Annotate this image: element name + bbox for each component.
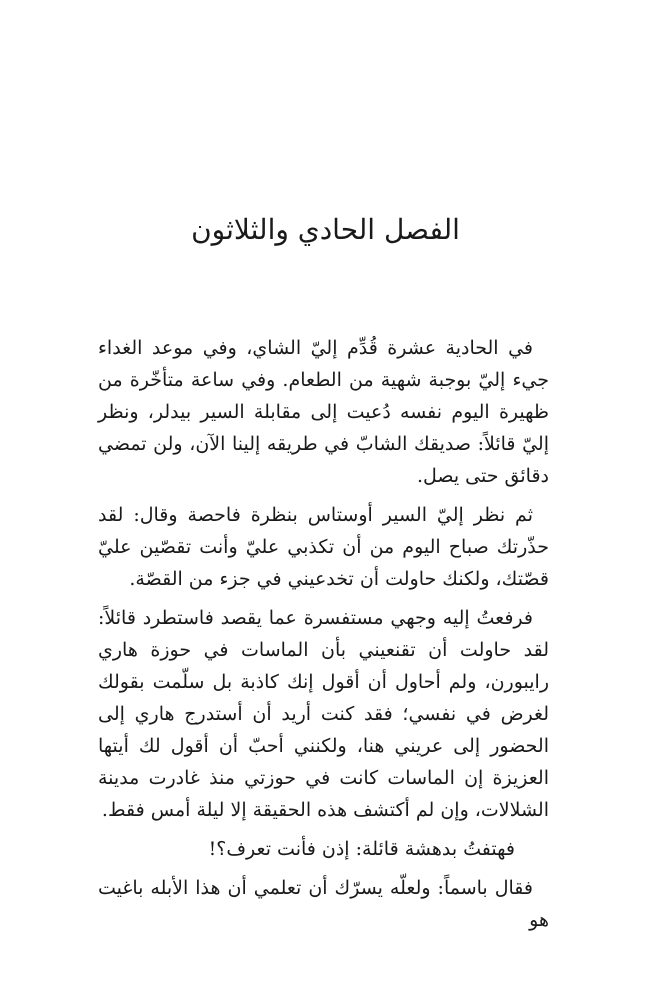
paragraph-4: فهتفتُ بدهشة قائلة: إذن فأنت تعرف؟! <box>208 838 515 860</box>
paragraph-1: في الحادية عشرة قُدِّم إليّ الشاي، وفي موعد الغداء جيء إليّ بوجبة شهية من الطعام. وفي ساعة متأخّرة من ظهيرة اليوم نفسه دُعيت إلى مقابلة السير بيدلر، ونظر إليّ قائلاً: صديقك الشابّ في طريقه إلينا الآن، ولن تمضي دقائق حتى يصل. <box>98 337 549 487</box>
paragraph-3: فرفعتُ إليه وجهي مستفسرة عما يقصد فاستطرد قائلاً: لقد حاولت أن تقنعيني بأن الماسات في حوزة هاري رايبورن، ولم أحاول أن أقول إنك كاذبة بل سلّمت بقولك لغرض في نفسي؛ فقد كنت أريد أن أستدرج هاري إلى الحضور إلى عريني هنا، ولكنني أحبّ أن أقول لك أيتها العزيزة إن الماسات كانت في حوزتي منذ غادرت مدينة الشلالات، وإن لم أكتشف هذه الحقيقة إلا ليلة أمس فقط. <box>98 607 549 821</box>
paragraph-5: فقال باسماً: ولعلّه يسرّك أن تعلمي أن هذا الأبله باغيت هو <box>98 877 549 931</box>
chapter-title: الفصل الحادي والثلاثون <box>191 213 460 246</box>
chapter-body <box>98 332 549 943</box>
paragraph-2: ثم نظر إليّ السير أوستاس بنظرة فاحصة وقال: لقد حذّرتك صباح اليوم من أن تكذبي عليّ وأنت تقصّين عليّ قصّتك، ولكنك حاولت أن تخدعيني في جزء من القصّة. <box>98 504 549 590</box>
